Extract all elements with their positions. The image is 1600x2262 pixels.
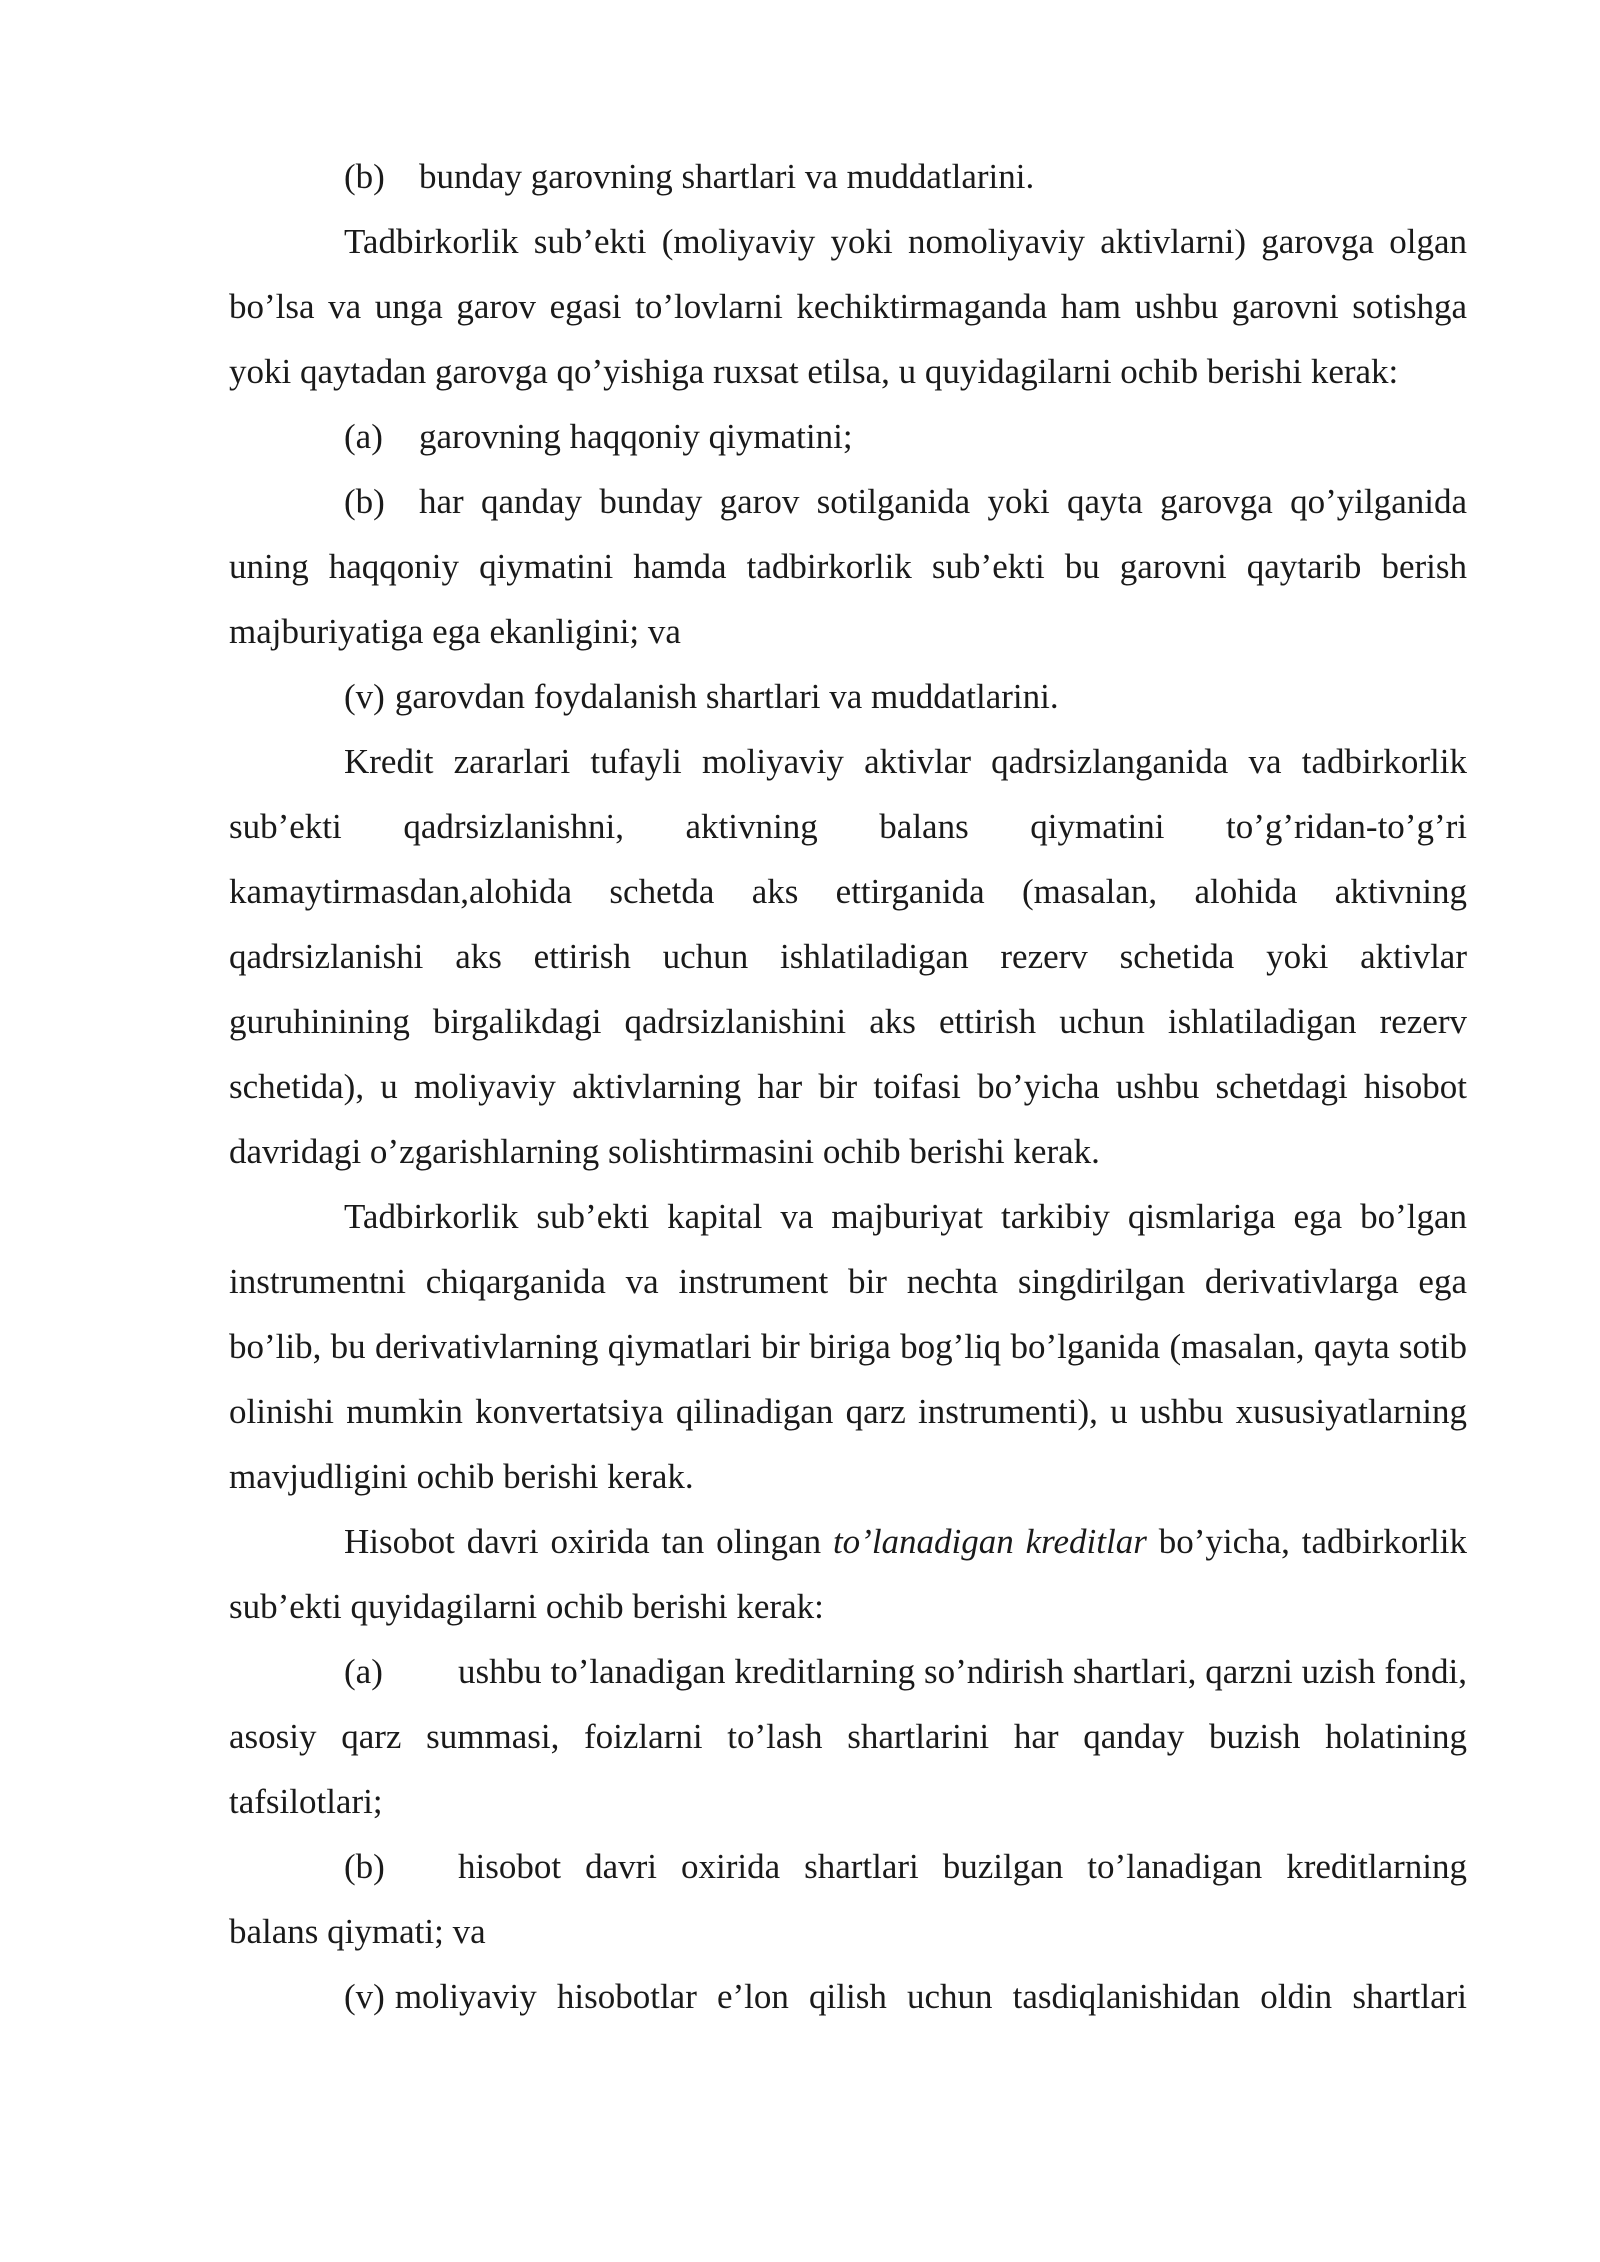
list-label: (b): [344, 157, 385, 196]
list-item-b-carrying-amount: [229, 1834, 1467, 1964]
list-item-a-default-details: [229, 1639, 1467, 1834]
list-text: hisobot davri oxirida shartlari buzilgan to’lanadigan kreditlarning balans qiymati; va: [229, 1847, 1467, 1951]
list-text: har qanday bunday garov sotilganida yoki qayta garovga qo’yilganida uning haqqoniy qiymatini hamda tadbirkorlik sub’ekti bu garovni qaytarib berish majburiyatiga ega ekanligini; va: [229, 482, 1467, 651]
list-text: garovning haqqoniy qiymatini;: [419, 417, 853, 456]
paragraph-loans-payable: [229, 1509, 1467, 1639]
list-text: garovdan foydalanish shartlari va muddatlarini.: [394, 677, 1059, 716]
list-text: ushbu to’lanadigan kreditlarning so’ndirish shartlari, qarzni uzish fondi, asosiy qarz summasi, foizlarni to’lash shartlarini har qanday buzish holatining tafsilotlari;: [229, 1652, 1467, 1821]
paragraph-text: Hisobot davri oxirida tan olingan: [344, 1522, 833, 1561]
list-item-v-usage-terms: [229, 664, 1467, 729]
list-label: (b): [344, 1847, 385, 1886]
list-label: (b): [344, 482, 385, 521]
list-text: bunday garovning shartlari va muddatlarini.: [419, 157, 1035, 196]
paragraph-text: bo’yicha, tadbirkorlik sub’ekti quyidagilarni ochib berishi kerak:: [229, 1522, 1467, 1626]
list-label: (a): [344, 1652, 383, 1691]
list-item-b-collateral-terms: [229, 144, 1467, 209]
list-text: moliyaviy hisobotlar e’lon qilish uchun tasdiqlanishidan oldin shartlari: [394, 1977, 1467, 2016]
list-label: (v): [344, 677, 385, 716]
paragraph-compound-instruments: Tadbirkorlik sub’ekti kapital va majburiyat tarkibiy qismlariga ega bo’lgan instrumentni chiqarganida va instrument bir nechta singdirilgan derivativlarga ega bo’lib, bu derivativlarning qiymatlari bir biriga bog’liq bo’lganida (masalan, qayta sotib olinishi mumkin konvertatsiya qilinadigan qarz instrumenti), u ushbu xususiyatlarning mavjudligini ochib berishi kerak.: [229, 1197, 1467, 1496]
list-item-a-fair-value: [229, 404, 1467, 469]
paragraph-collateral-held: Tadbirkorlik sub’ekti (moliyaviy yoki nomoliyaviy aktivlarni) garovga olgan bo’lsa va unga garov egasi to’lovlarni kechiktirmaganda ham ushbu garovni sotishga yoki qaytadan garovga qo’yishiga ruxsat etilsa, u quyidagilarni ochib berishi kerak:: [229, 222, 1467, 391]
list-label: (a): [344, 417, 383, 456]
list-item-b-sold-repledged: [229, 469, 1467, 664]
list-label: (v): [344, 1977, 385, 2016]
emphasis-term: to’lanadigan kreditlar: [832, 1522, 1147, 1561]
list-item-v-before-approval: [229, 1964, 1467, 2029]
document-page: [229, 144, 1467, 2029]
paragraph-credit-losses: Kredit zararlari tufayli moliyaviy aktivlar qadrsizlanganida va tadbirkorlik sub’ekti qadrsizlanishni, aktivning balans qiymatini to’g’ridan-to’g’ri kamaytirmasdan,alohida schetda aks ettirganida (masalan, alohida aktivning qadrsizlanishi aks ettirish uchun ishlatiladigan rezerv schetida yoki aktivlar guruhinining birgalikdagi qadrsizlanishini aks ettirish uchun ishlatiladigan rezerv schetida), u moliyaviy aktivlarning har bir toifasi bo’yicha ushbu schetdagi hisobot davridagi o’zgarishlarning solishtirmasini ochib berishi kerak.: [229, 742, 1467, 1171]
